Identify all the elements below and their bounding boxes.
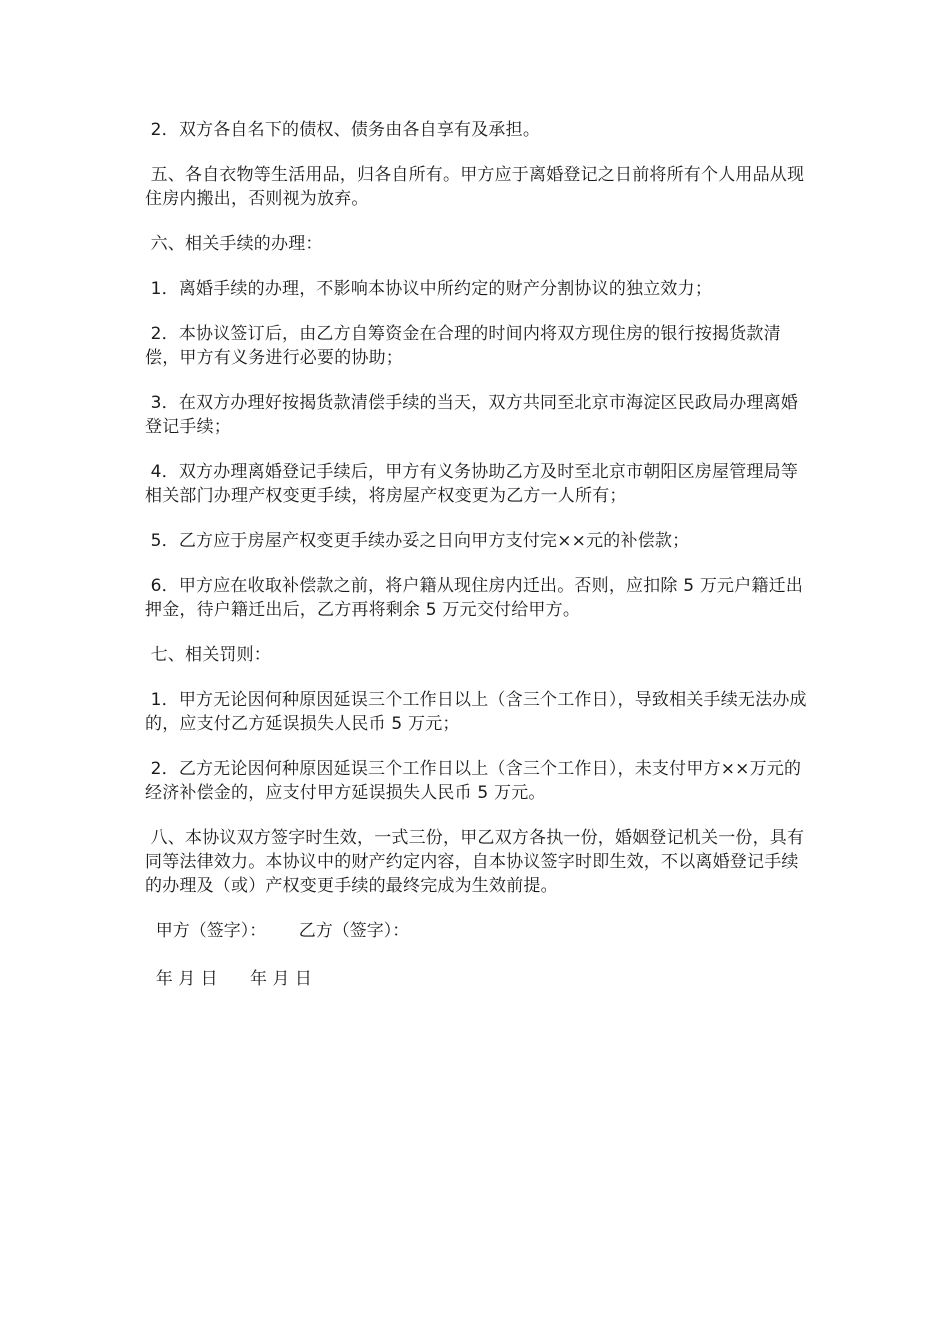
- clause-6-2: 2．本协议签订后，由乙方自筹资金在合理的时间内将双方现住房的银行按揭货款清偿，甲方有义务进行必要的协助；: [145, 324, 781, 368]
- section-6-heading: 六、相关手续的办理：: [145, 234, 323, 254]
- clause-6-3: 3．在双方办理好按揭货款清偿手续的当天，双方共同至北京市海淀区民政局办理离婚登记手续；: [145, 393, 799, 437]
- document-body: [145, 118, 810, 1015]
- clause-6-5: 5．乙方应于房屋产权变更手续办妥之日向甲方支付完××元的补偿款；: [145, 531, 690, 551]
- clause-8: 八、本协议双方签字时生效，一式三份，甲乙双方各执一份，婚姻登记机关一份，具有同等法律效力。本协议中的财产约定内容，自本协议签字时即生效，不以离婚登记手续的办理及（或）产权变更手续的最终完成为生效前提。: [145, 828, 805, 896]
- signature-line: 甲方（签字）： 乙方（签字）：: [145, 921, 410, 941]
- clause-4-2: 2．双方各自名下的债权、债务由各自享有及承担。: [145, 120, 541, 140]
- clause-6-6: 6．甲方应在收取补偿款之前，将户籍从现住房内迁出。否则，应扣除 5 万元户籍迁出押金，待户籍迁出后，乙方再将剩余 5 万元交付给甲方。: [145, 576, 804, 620]
- clause-5: 五、各自衣物等生活用品，归各自所有。甲方应于离婚登记之日前将所有个人用品从现住房内搬出，否则视为放弃。: [145, 165, 805, 209]
- date-line: 年 月 日 年 月 日: [145, 969, 312, 989]
- clause-7-2: 2．乙方无论因何种原因延误三个工作日以上（含三个工作日），未支付甲方××万元的经济补偿金的，应支付甲方延误损失人民币 5 万元。: [145, 759, 802, 803]
- section-7-heading: 七、相关罚则：: [145, 645, 272, 665]
- clause-6-1: 1．离婚手续的办理，不影响本协议中所约定的财产分割协议的独立效力；: [145, 279, 713, 299]
- clause-7-1: 1．甲方无论因何种原因延误三个工作日以上（含三个工作日），导致相关手续无法办成的，应支付乙方延误损失人民币 5 万元；: [145, 690, 807, 734]
- clause-6-4: 4．双方办理离婚登记手续后，甲方有义务协助乙方及时至北京市朝阳区房屋管理局等相关部门办理产权变更手续，将房屋产权变更为乙方一人所有；: [145, 462, 799, 506]
